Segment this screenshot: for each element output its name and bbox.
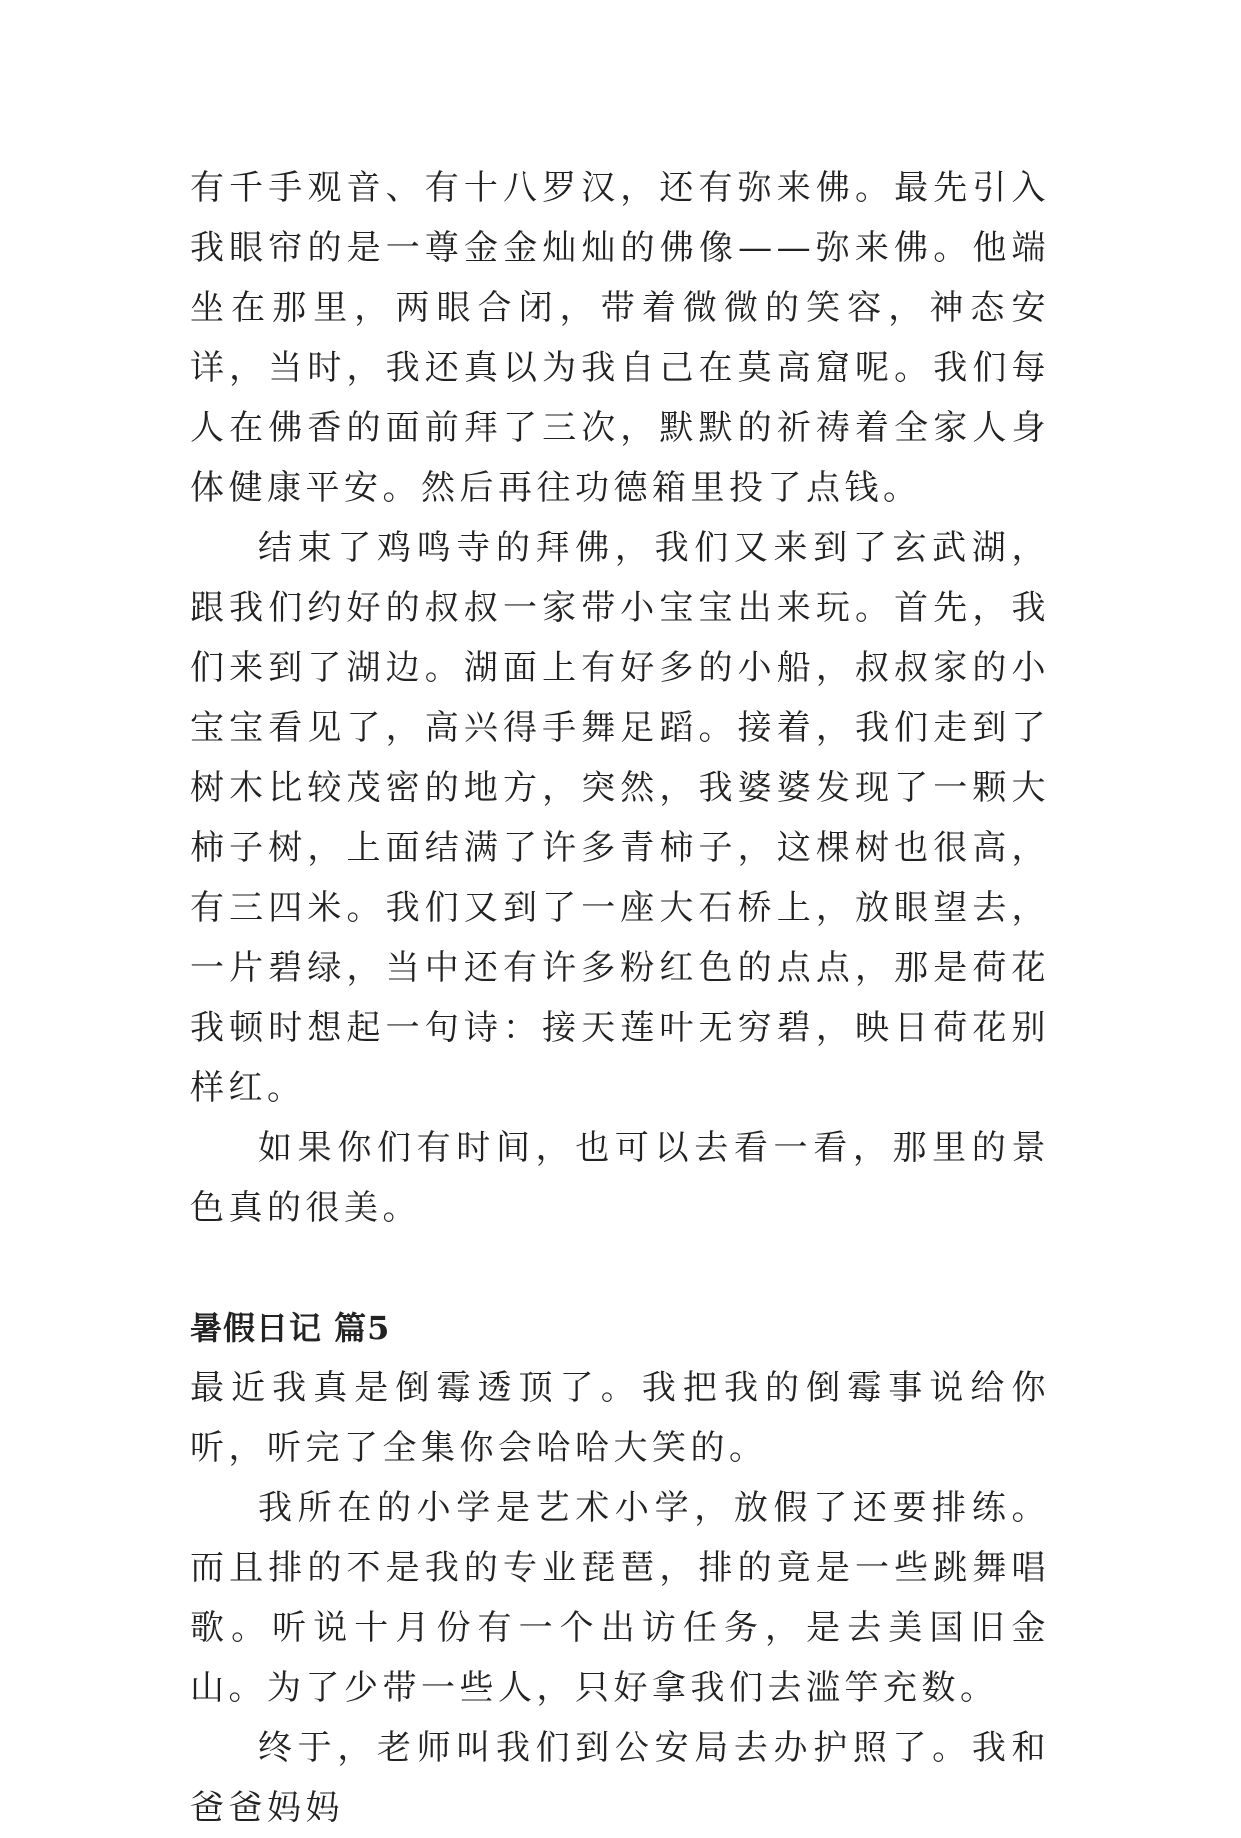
paragraph-recommendation: 如果你们有时间，也可以去看一看，那里的景色真的很美。 bbox=[190, 1128, 1050, 1228]
document-page bbox=[190, 158, 1050, 1838]
section-heading: 暑假日记 篇5 bbox=[190, 1309, 391, 1347]
paragraph-xuanwu-lake: 结束了鸡鸣寺的拜佛，我们又来到了玄武湖，跟我们约好的叔叔一家带小宝宝出来玩。首先，我们来到了湖边。湖面上有好多的小船，叔叔家的小宝宝看见了，高兴得手舞足蹈。接着，我们走到了树木比较茂密的地方，突然，我婆婆发现了一颗大柿子树，上面结满了许多青柿子，这棵树也很高，有三四米。我们又到了一座大石桥上，放眼望去，一片碧绿，当中还有许多粉红色的点点，那是荷花我顿时想起一句诗：接天莲叶无穷碧，映日荷花别样红。 bbox=[190, 528, 1050, 1108]
paragraph-bad-luck-intro: 最近我真是倒霉透顶了。我把我的倒霉事说给你听，听完了全集你会哈哈大笑的。 bbox=[190, 1368, 1050, 1468]
paragraph-passport: 终于，老师叫我们到公安局去办护照了。我和爸爸妈妈 bbox=[190, 1728, 1050, 1828]
paragraph-art-school: 我所在的小学是艺术小学，放假了还要排练。而且排的不是我的专业琵琶，排的竟是一些跳舞唱歌。听说十月份有一个出访任务，是去美国旧金山。为了少带一些人，只好拿我们去滥竽充数。 bbox=[190, 1488, 1050, 1708]
section-spacer bbox=[190, 1238, 1050, 1298]
paragraph-temple-visit: 有千手观音、有十八罗汉，还有弥来佛。最先引入我眼帘的是一尊金金灿灿的佛像——弥来佛。他端坐在那里，两眼合闭，带着微微的笑容，神态安详，当时，我还真以为我自己在莫高窟呢。我们每人在佛香的面前拜了三次，默默的祈祷着全家人身体健康平安。然后再往功德箱里投了点钱。 bbox=[190, 168, 1050, 508]
